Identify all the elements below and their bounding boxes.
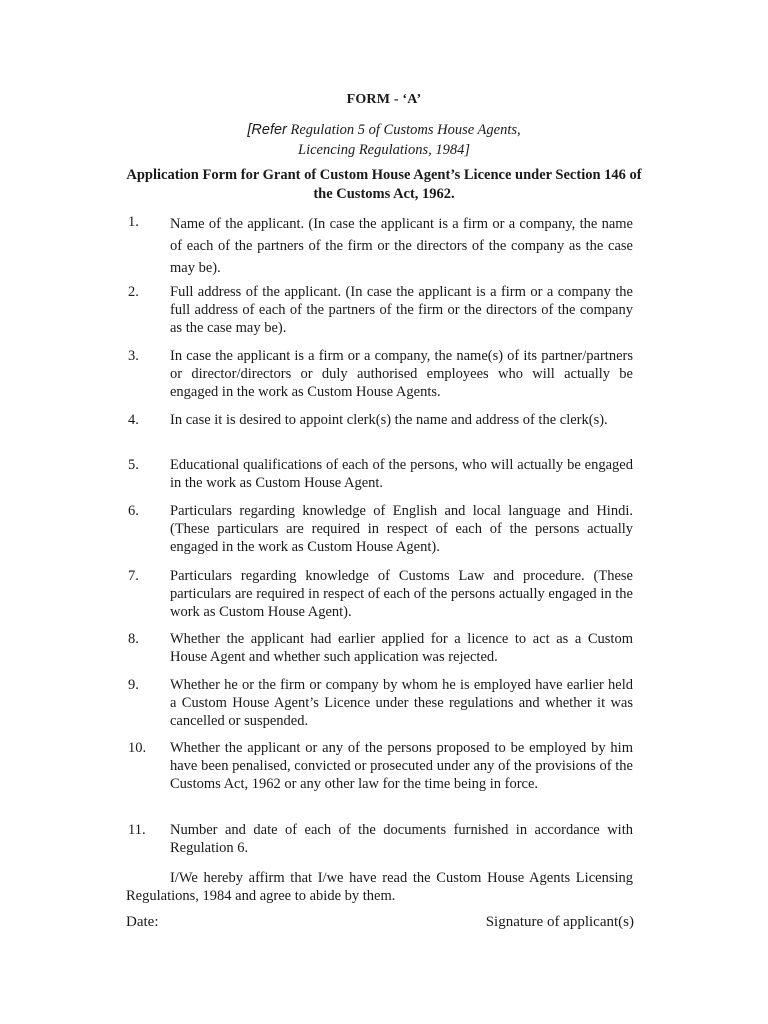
item-number: 11. — [128, 822, 146, 838]
affirmation-statement: I/We hereby affirm that I/we have read the Custom House Agents Licensing Regulations, 1984 and agree to abide by them. — [126, 870, 633, 904]
item-number: 2. — [128, 284, 139, 300]
reference-line-2: Licencing Regulations, 1984] — [298, 142, 470, 158]
signature-label: Signature of applicant(s) — [485, 914, 634, 930]
form-heading: Application Form for Grant of Custom House Agent’s Licence under Section 146 of the Customs Act, 1962. — [126, 167, 642, 202]
date-label: Date: — [126, 914, 159, 930]
item-text: In case the applicant is a firm or a company, the name(s) of its partner/partners or director/directors or duly authorised employees who will actually be engaged in the work as Custom House Agents. — [170, 348, 633, 400]
item-number: 1. — [128, 214, 139, 230]
reference-line-1: Regulation 5 of Customs House Agents, — [290, 122, 521, 138]
item-number: 6. — [128, 503, 139, 519]
item-text: Particulars regarding knowledge of English and local language and Hindi. (These particulars are required in respect of each of the persons actually engaged in the work as Custom House Agent). — [170, 503, 633, 555]
item-text: Name of the applicant. (In case the applicant is a firm or a company, the name of each of the partners of the firm or the directors of the company as the case may be). — [170, 216, 633, 276]
item-number: 4. — [128, 412, 139, 428]
item-text: Particulars regarding knowledge of Customs Law and procedure. (These particulars are required in respect of each of the persons actually engaged in the work as Custom House Agent). — [170, 568, 633, 620]
item-text: Educational qualifications of each of the persons, who will actually be engaged in the work as Custom House Agent. — [170, 457, 633, 491]
item-number: 7. — [128, 568, 139, 584]
item-text: Whether the applicant or any of the persons proposed to be employed by him have been penalised, convicted or prosecuted under any of the provisions of the Customs Act, 1962 or any other law for the time being in force. — [170, 740, 633, 792]
item-number: 5. — [128, 457, 139, 473]
reference-lead: [Refer — [247, 122, 287, 138]
item-number: 8. — [128, 631, 139, 647]
item-number: 10. — [128, 740, 147, 756]
item-text: Whether the applicant had earlier applied for a licence to act as a Custom House Agent and whether such application was rejected. — [170, 631, 633, 665]
form-title: FORM - ‘A’ — [346, 92, 422, 107]
item-number: 3. — [128, 348, 139, 364]
item-text: In case it is desired to appoint clerk(s) the name and address of the clerk(s). — [170, 412, 608, 428]
regulation-reference — [0, 120, 768, 160]
item-text: Whether he or the firm or company by whom he is employed have earlier held a Custom House Agent’s Licence under these regulations and whether it was cancelled or suspended. — [170, 677, 633, 729]
item-text: Number and date of each of the documents furnished in accordance with Regulation 6. — [170, 822, 633, 856]
item-text: Full address of the applicant. (In case the applicant is a firm or a company the full address of each of the partners of the firm or the directors of the company as the case may be). — [170, 284, 633, 336]
item-number: 9. — [128, 677, 139, 693]
